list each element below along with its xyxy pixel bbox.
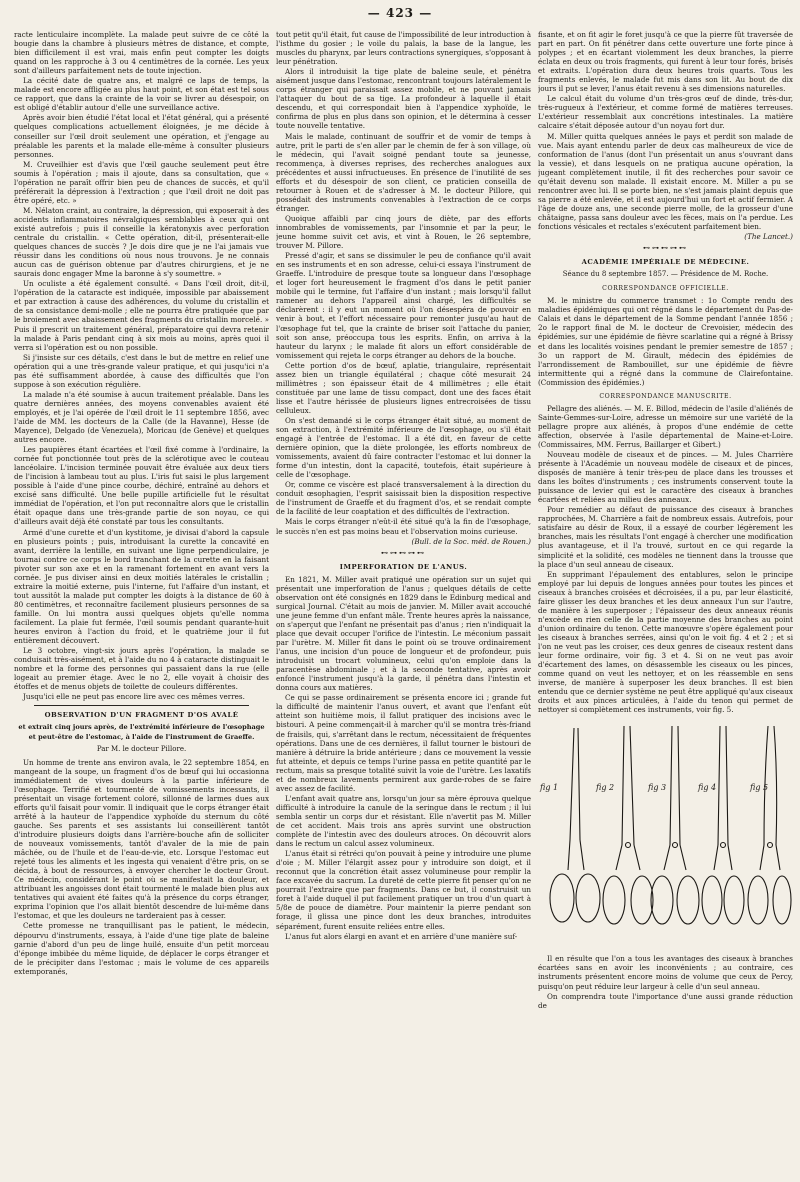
section-subtitle: et extrait cinq jours après, de l'extrémité inférieure de l'œsophage et peut-être de l'estomac, à l'aide de l'instrument de Graeffe. [18, 723, 265, 741]
paragraph: Cette portion d'os de bœuf, aplatie, triangulaire, représentait assez bien un triangle équilatéral ; chaque côté mesurait 24 millimètres ; son épaisseur était de 4 millimètres ; elle était constituée par une lame de tissu compact, dont une des faces était lisse et l'autre hérissée de plusieurs lignes entrecroisées de tissu celluleux. [276, 360, 531, 415]
session-line: Séance du 8 septembre 1857. — Présidence de M. Roche. [562, 270, 769, 279]
scissors-figure [538, 720, 793, 950]
section-title: IMPERFORATION DE L'ANUS. [339, 562, 468, 571]
source-citation: (Bull. de la Soc. méd. de Rouen.) [411, 536, 531, 546]
paragraph: Un oculiste a été également consulté. « Dans l'œil droit, dit-il, l'opération de la cataracte est indiquée, impossible par abaissement et par extraction à cause des adhérences, du volume du cristallin et de sa consistance demi-molle ; elle ne pourra être pratiquée que par le broiement avec abaissement des fragments du cristallin morcelé. » Puis il prescrit un traitement général, préparatoire qui devra retenir la malade à Paris pendant cinq à six mois au moins, après quoi il verra si l'opération est ou non possible. [14, 279, 269, 352]
paragraph: La malade n'a été soumise à aucun traitement préalable. Dans les quatre dernières années, des moyens convenables avaient été employés, et je l'ai opérée de l'œil droit le 11 septembre 1856, avec l'aide de MM. les docteurs de la Calle (de la Havanne), Hesse (de Mayence), Delgado (de Venezuela), Moricau (de Genève) et quelques autres encore. [14, 389, 269, 445]
paragraph: Il en résulte que l'on a tous les avantages des ciseaux à branches écartées sans en avoir les inconvénients ; au contraire, ces instruments présentent encore moins de volume que ceux de Percy, puisqu'on peut réduire leur largeur à celle d'un seul anneau. [538, 954, 793, 991]
paragraph: racte lenticulaire incomplète. La malade peut suivre de ce côté la bougie dans la chambre à plusieurs mètres de distance, et compte, bien difficilement il est vrai, mais enfin peut compter les doigts quand on les rapproche à 3 ou 4 centimètres de la cornée. Les yeux sont d'ailleurs parfaitement nets de toute injection. [14, 30, 269, 76]
paragraph: M. Nélaton craint, au contraire, la dépression, qui exposerait à des accidents inflammatoires névralgiques semblables à ceux qui ont existé autrefois ; puis il conseille la kératonyxis avec perforation centrale du cristallin. « Cette opération, dit-il, présenterait-elle quelques chances de succès ? Je dois dire que je ne l'ai jamais vue réussir dans les conditions où nous nous trouvons. Je ne connais aucun cas de guérison obtenue par d'autres chirurgiens, et je ne saurais donc engager Mme la baronne à s'y soumettre. » [14, 205, 269, 279]
scissors-fig-1 [550, 728, 600, 922]
subsection-heading: CORRESPONDANCE OFFICIELLE. [602, 285, 729, 293]
figure-label: fig 5 [750, 783, 769, 793]
paragraph: Le calcul était du volume d'un très-gros œuf de dinde, très-dur, très-rugueux à l'extérieur, et comme formé de matières terreuses. L'extérieur ressemblait aux concrétions intestinales. La matière calcaire s'était déposée autour d'un noyau fort dur. [538, 94, 793, 131]
paragraph: Le 3 octobre, vingt-six jours après l'opération, la malade se conduisait très-aisément, et à l'aide du no 4 à cataracte distinguait le nombre et la forme des personnes qui passaient dans la rue (elle logeait au premier étage. Avec le no 2, elle voyait à choisir des étoffes et de menus objets de toilette de couleurs différentes. [14, 646, 269, 692]
ornament-divider: ⊷⊶⊷⊶⊷ [643, 244, 688, 253]
paragraph: M. Miller quitta quelques années le pays et perdit son malade de vue. Mais ayant entendu parler de deux cas malheureux de vice de conformation de l'anus (dont l'un présentait un anus s'ouvrant dans la vessie), et dans lesquels on ne pratiqua aucune opération, la jugeant complètement inutile, il fit des recherches pour savoir ce qu'était devenu son malade. Il existait encore. M. Miller a pu se rencontrer avec lui. Il se porte bien, ne s'est jamais plaint depuis que sa pierre a été enlevée, et il est aujourd'hui un fort et actif fermier. A l'âge de douze ans, une seconde pierre molle, de la grosseur d'une châtaigne, passa sans douleur avec les fèces, mais on l'a perdue. Les fonctions vésicales et rectales s'exécutent parfaitement bien. [538, 131, 793, 231]
scissors-illustration [538, 720, 793, 950]
paragraph: Jusqu'ici elle ne peut pas encore lire avec ces mêmes verres. [23, 692, 245, 702]
scissors-fig-5 [748, 726, 791, 924]
paragraph: Mais le corps étranger n'eût-il été situé qu'à la fin de l'œsophage, le succès n'en est pas moins beau et l'observation moins curieuse. [276, 517, 531, 536]
paragraph: Après avoir bien étudié l'état local et l'état général, qui a présenté quelques complications actuellement éloignées, je me décide à conseiller sur l'œil droit seulement une opération, et j'engage au préalable les parents et la malade elle-même à consulter plusieurs personnes. [14, 113, 269, 159]
paragraph: L'anus était si rétréci qu'on pouvait à peine y introduire une plume d'oie ; M. Miller l'élargit assez pour y introduire son doigt, et il reconnut que la concrétion était assez volumineuse pour remplir la face excavée du sacrum. La dureté de cette pierre fit penser qu'on ne pourrait l'extraire que par fragments. Dans ce but, il construisit un foret à l'aide duquel il put facilement pratiquer un trou d'un quart à 5/8e de pouce de diamètre. Pour maintenir la pierre pendant son forage, il glissa une pince dont les deux branches, introduites séparément, furent ensuite reliées entre elles. [276, 849, 531, 931]
paragraph: Les paupières étant écartées et l'œil fixé comme à l'ordinaire, la cornée fut ponctionnée tout près de la sclérotique avec le couteau lancéolaire. L'incision terminée pouvait être évaluée aux deux tiers de l'incision à lambeau tout au plus. L'iris fut saisi le plus largement possible à l'aide d'une pince courbe, déchiré, entraîné au dehors et excisé sans difficulté. Une belle pupille artificielle fut le résultat immédiat de l'opération, et l'on put reconnaître alors que le cristallin était opaque dans une très-grande partie de son noyau, ce qui d'ailleurs avait déjà été constaté par tous les consultants. [14, 445, 269, 527]
paragraph: L'enfant avait quatre ans, lorsqu'un jour sa mère éprouva quelque difficulté à introduire la canule de la seringue dans le rectum ; il lui sembla sentir un corps dur et résistant. Elle n'avertit pas M. Miller de cet accident. Mais trois ans après survint une obstruction complète de l'intestin avec des douleurs atroces. On découvrit alors dans le rectum un calcul assez volumineux. [276, 793, 531, 849]
byline: Par M. le docteur Pillore. [96, 744, 187, 753]
section-title: OBSERVATION D'UN FRAGMENT D'OS AVALÉ [44, 711, 239, 720]
scissors-fig-2 [603, 726, 653, 924]
paragraph: Pour remédier au défaut de puissance des ciseaux à branches rapprochées, M. Charrière a fait de nombreux essais. Autrefois, pour satisfaire au désir de Roux, il a essayé de courber légèrement les branches, mais les résultats l'ont engagé à chercher une modification plus avantageuse, et il l'a trouvé, surtout en ce qui regarde la simplicité et la solidité, ces modèles ne tiennent dans la trousse que la place d'un seul anneau de ciseaux. [538, 505, 793, 569]
page-number: — 423 — [367, 6, 433, 20]
paragraph: Ce qui se passe ordinairement se présenta encore ici ; grande fut la difficulté de maintenir l'anus ouvert, et avant que l'enfant eût atteint son huitième mois, il fallut pratiquer des incisions avec le bistouri. A peine commençait-il à marcher qu'il se montra très-friand de fraisils, qui, s'arrêtant dans le rectum, nécessitaient de fréquentes opérations. Dans une de ces dernières, il fallut tourner le bistouri de manière à détruire la bride antérieure ; dans ce mouvement la vessie fut atteinte, et depuis ce temps l'urine passa en petite quantité par le rectum, mais sa presque totalité suivit la voie de l'urètre. Les laxatifs et de nombreux lavements permirent aux garde-robes de se faire avec assez de facilité. [276, 693, 531, 793]
subsection-heading: CORRESPONDANCE MANUSCRITE. [599, 392, 732, 400]
paragraph: Quoique affaibli par cinq jours de diète, par des efforts innombrables de vomissements, par l'insomnie et par la peur, le jeune homme suivit cet avis, et vint à Rouen, le 26 septembre, trouver M. Pillore. [276, 213, 531, 251]
paragraph: Mais le malade, continuant de souffrir et de vomir de temps à autre, prit le parti de s'en aller par le chemin de fer à son village, où le médecin, qui l'avait soigné pendant toute sa jeunesse, recommença, à diverses reprises, des recherches analogues aux précédentes et aussi infructueuses. En présence de l'inutilité de ses efforts et du désespoir de son client, ce praticien conseilla de retourner à Rouen et de s'adresser à M. le docteur Pillore, qui possédait des instruments convenables à l'extraction de ce corps étranger. [276, 131, 531, 213]
paragraph: Armé d'une curette et d'un kystitome, je divisai d'abord la capsule en plusieurs points ; puis, introduisant la curette la concavité en avant, derrière la lentille, en suivant une ligne perpendiculaire, je tournai contre ce corps le bord tranchant de la curette en la faisant pivoter sur son axe et en la ramenant fortement en avant vers la cornée. Je pus diviser ainsi en deux moitiés latérales le cristallin ; extraire la moitié externe, puis l'interne, fut l'affaire d'un instant, et tout aussitôt la malade put compter les doigts à la distance de 60 à 80 centimètres, et reconnaître facilement plusieurs personnes de sa famille. On lui montra aussi quelques objets qu'elle nomma facilement. La plaie fut fermée, l'œil soumis pendant quarante-huit heures environ à l'action du froid, et le quatrième jour il fut entièrement découvert. [14, 527, 269, 646]
paragraph: En 1821, M. Miller avait pratiqué une opération sur un sujet qui présentait une imperforation de l'anus ; quelques détails de cette observation ont été consignés en 1829 dans le Edinburg medical and surgical Journal. C'était au mois de janvier. M. Miller avait accouché une jeune femme d'un enfant mâle. Trente heures après la naissance, on s'aperçut que l'enfant ne présentait pas d'anus ; rien n'indiquait la place que devait occuper l'orifice de l'intestin. Le méconium passait par l'urètre. M. Miller fit dans le point où se trouve ordinairement l'anus, une incision d'un pouce de longueur et de profondeur, puis introduisit un trocart volumineux, celui qu'on emploie dans la paracentèse abdominale ; et à la seconde tentative, après avoir enfoncé l'instrument jusqu'à la garde, il pénétra dans l'intestin et donna cours aux matières. [276, 574, 531, 693]
figure-label: fig 3 [648, 783, 667, 793]
section-rule [34, 705, 249, 706]
paragraph: M. le ministre du commerce transmet : 1o Compte rendu des maladies épidémiques qui ont régné dans le département du Pas-de-Calais et dans le département de la Somme pendant l'année 1856 ; 2o le rapport final de M. le docteur de Crevoisier, médecin des épidémies, sur une épidémie de fièvre scarlatine qui a régné à Brissy et dans les localités voisines pendant le premier semestre de 1857 ; 3o un rapport de M. Girault, médecin des épidémies de l'arrondissement de Rambouillet, sur une épidémie de fièvre intermittente qui a régné dans la commune de Clairefontaine. (Commission des épidémies.) [538, 296, 793, 387]
column-1 [14, 30, 269, 1175]
ornament-divider: ⊷⊶⊷⊶⊷ [381, 548, 426, 557]
figure-label: fig 4 [698, 783, 717, 793]
scissors-fig-3 [651, 726, 699, 924]
paragraph: Alors il introduisit la tige plate de baleine seule, et pénétra aisément jusque dans l'estomac, rencontrant toujours latéralement le corps étranger qui paraissait assez mobile, et ne pouvant jamais l'attaquer du bout de sa tige. La profondeur à laquelle il était descendu, et qui correspondait bien à l'appendice xyphoïde, le confirma de plus en plus dans son opinion, et le détermina à cesser toute nouvelle tentative. [276, 67, 531, 131]
paragraph: Pressé d'agir, et sans se dissimuler le peu de confiance qu'il avait en ses instruments et en son adresse, celui-ci essaya l'instrument de Graeffe. L'introduire de presque toute sa longueur dans l'œsophage et loger fort heureusement le fragment d'os dans le petit panier mobile qui le termine, fut l'affaire d'un instant ; mais lorsqu'il fallut ramener au dehors l'appareil ainsi chargé, les difficultés se déclarèrent : il y eut un moment où l'on désespéra de pouvoir en venir à bout, et l'effort nécessaire pour remonter jusqu'au haut de l'œsophage fut tel, que la crainte de briser soit l'attache du panier, soit son anse, préoccupa tous les esprits. Enfin, on arriva à la hauteur du larynx ; le malade fit alors un effort considérable de vomissement qui rejeta le corps étranger au dehors de la bouche. [276, 251, 531, 360]
paragraph: Pellagre des aliénés. — M. E. Billod, médecin de l'asile d'aliénés de Sainte-Gemmes-sur-Loire, adresse un mémoire sur une variété de la pellagre propre aux aliénés, à propos d'une endémie de cette affection, observée à l'asile départemental de Maine-et-Loire. (Commissaires, MM. Ferrus, Baillarger et Gibert.) [538, 403, 793, 449]
paragraph: Un homme de trente ans environ avala, le 22 septembre 1854, en mangeant de la soupe, un fragment d'os de bœuf qui lui occasionna immédiatement de vives douleurs à la partie inférieure de l'œsophage. Terrifié et tourmenté de vomissements incessants, il présentait un visage fortement coloré, sillonné de larmes dues aux efforts qu'il faisait pour vomir. Il indiquait que le corps étranger était arrêté à la hauteur de l'appendice xyphoïde du sternum du côté gauche. Ses parents et ses assistants lui conseillèrent tantôt d'introduire plusieurs doigts dans l'arrière-bouche afin de solliciter de nouveaux vomissements, tantôt d'avaler de la mie de pain mâchée, ou de l'huile et de l'eau-de-vie, etc. Lorsque l'estomac eut rejeté tous les aliments et les ingesta qui venaient d'être pris, on se décida, à bout de ressources, à envoyer chercher le docteur Grout. Ce médecin, considérant le point où se manifestait la douleur, et attribuant les angoisses dont était tourmenté le malade bien plus aux tentatives qui avaient été faites qu'à la présence du corps étranger, exprima l'opinion que l'os allait bientôt descendre de lui-même dans l'estomac, et que les douleurs ne tarderaient pas à cesser. [14, 757, 269, 921]
paragraph: On comprendra toute l'importance d'une aussi grande réduction de [538, 991, 793, 1010]
paragraph: fisante, et on fit agir le foret jusqu'à ce que la pierre fût traversée de part en part. On fit pénétrer dans cette ouverture une forte pince à polypes ; et en écartant violemment les deux branches, la pierre éclata en deux ou trois fragments, qui furent à leur tour forés, brisés et extraits. L'opération dura deux heures trois quarts. Tous les fragments enlevés, le malade fut mis dans son lit. Au bout de dix jours il put se lever, l'anus était revenu à ses dimensions naturelles. [538, 30, 793, 94]
column-2 [276, 30, 531, 1175]
paragraph: Or, comme ce viscère est placé transversalement à la direction du conduit œsophagien, l'esprit saisissait bien la disposition respective de l'instrument de Graeffe et du fragment d'os, et se rendait compte de la facilité de leur coaptation et des difficultés de l'extraction. [276, 480, 531, 517]
paragraph: La cécité date de quatre ans, et malgré ce laps de temps, la malade est encore affligée au plus haut point, et son état est tel sous ce rapport, que dans la crainte de la voir se livrer au désespoir, on est obligé d'établir autour d'elle une surveillance active. [14, 76, 269, 113]
paragraph: Si j'insiste sur ces détails, c'est dans le but de mettre en relief une opération qui a une très-grande valeur pratique, et qui jusqu'ici n'a pas été suffisamment abordée, à cause des difficultés que l'on suppose à son exécution régulière. [14, 352, 269, 389]
paragraph: L'anus fut alors élargi en avant et en arrière d'une manière suf- [285, 931, 518, 941]
figure-label: fig 2 [596, 783, 615, 793]
section-title: ACADÉMIE IMPÉRIALE DE MÉDECINE. [581, 258, 750, 267]
source-citation: (The Lancet.) [744, 232, 793, 242]
scissors-fig-4 [702, 726, 744, 924]
paragraph: M. Cruveilhier est d'avis que l'œil gauche seulement peut être soumis à l'opération ; mais il ajoute, dans sa consultation, que « l'opération ne paraît offrir bien peu de chances de succès, et qu'il préférerait la dépression à l'extraction ; que l'œil droit ne doit pas être opéré, etc. » [14, 159, 269, 205]
paragraph: Cette promesse ne tranquillisant pas le patient, le médecin, dépourvu d'instruments, essaya, à l'aide d'une tige plate de baleine garnie d'abord d'un peu de linge huilé, ensuite d'un petit morceau d'éponge imbibée du même liquide, de déplacer le corps étranger et de le précipiter dans l'estomac ; mais le volume de ces appareils extemporanés, [14, 921, 269, 976]
column-3 [538, 30, 793, 1175]
paragraph: Nouveau modèle de ciseaux et de pinces. — M. Jules Charrière présente à l'Académie un nouveau modèle de ciseaux et de pinces, disposés de manière à tenir très-peu de place dans les trousses et dans les boîtes d'instruments ; ces instruments conservent toute la puissance de levier qui est le caractère des ciseaux à branches écartées et reliées au milieu des anneaux. [538, 450, 793, 505]
paragraph: On s'est demandé si le corps étranger était situé, au moment de son extraction, à l'extrémité inférieure de l'œsophage, ou s'il était engagé à l'entrée de l'estomac. Il a été dit, en faveur de cette dernière opinion, que la diète prolongée, les efforts nombreux de vomissements, avaient dû faire contracter l'estomac et lui donner la forme d'un intestin, dont la capacité, toutefois, était supérieure à celle de l'œsophage. [276, 415, 531, 480]
paragraph: tout petit qu'il était, fut cause de l'impossibilité de leur introduction à l'isthme du gosier ; le voile du palais, la base de la langue, les muscles du pharynx, par leurs contractions synergiques, s'opposant à leur pénétration. [276, 30, 531, 67]
paragraph: En supprimant l'épaulement des entablures, selon le principe employé par lui depuis de longues années pour toutes les pinces et ciseaux à branches croisées et décroisées, il a pu, par leur élasticité, faire glisser les deux branches et les deux anneaux l'un sur l'autre, de manière à les superposer ; l'épaisseur des deux anneaux réunis n'excède en rien celle de la partie moyenne des branches au point d'union ordinaire du tenon. Cette manœuvre s'opère également pour les ciseaux à branches serrées, ainsi qu'on le voit fig. 4 et 2 ; et si l'on ne veut pas les croiser, ces deux genres de ciseaux restent dans leur forme ordinaire, voir fig. 3 et 4. Si on ne veut pas avoir d'écartement des lames, on désassemble les ciseaux ou les pinces, comme quand on veut les nettoyer, et on les réassemble en sens inverse, de manière à superposer les deux branches. Il est bien entendu que ce dernier système ne peut être appliqué qu'aux ciseaux droits et aux pinces articulées, à l'aide du tenon qui permet de nettoyer si complètement ces instruments, voir fig. 5. [538, 569, 793, 715]
figure-label: fig 1 [540, 783, 559, 793]
